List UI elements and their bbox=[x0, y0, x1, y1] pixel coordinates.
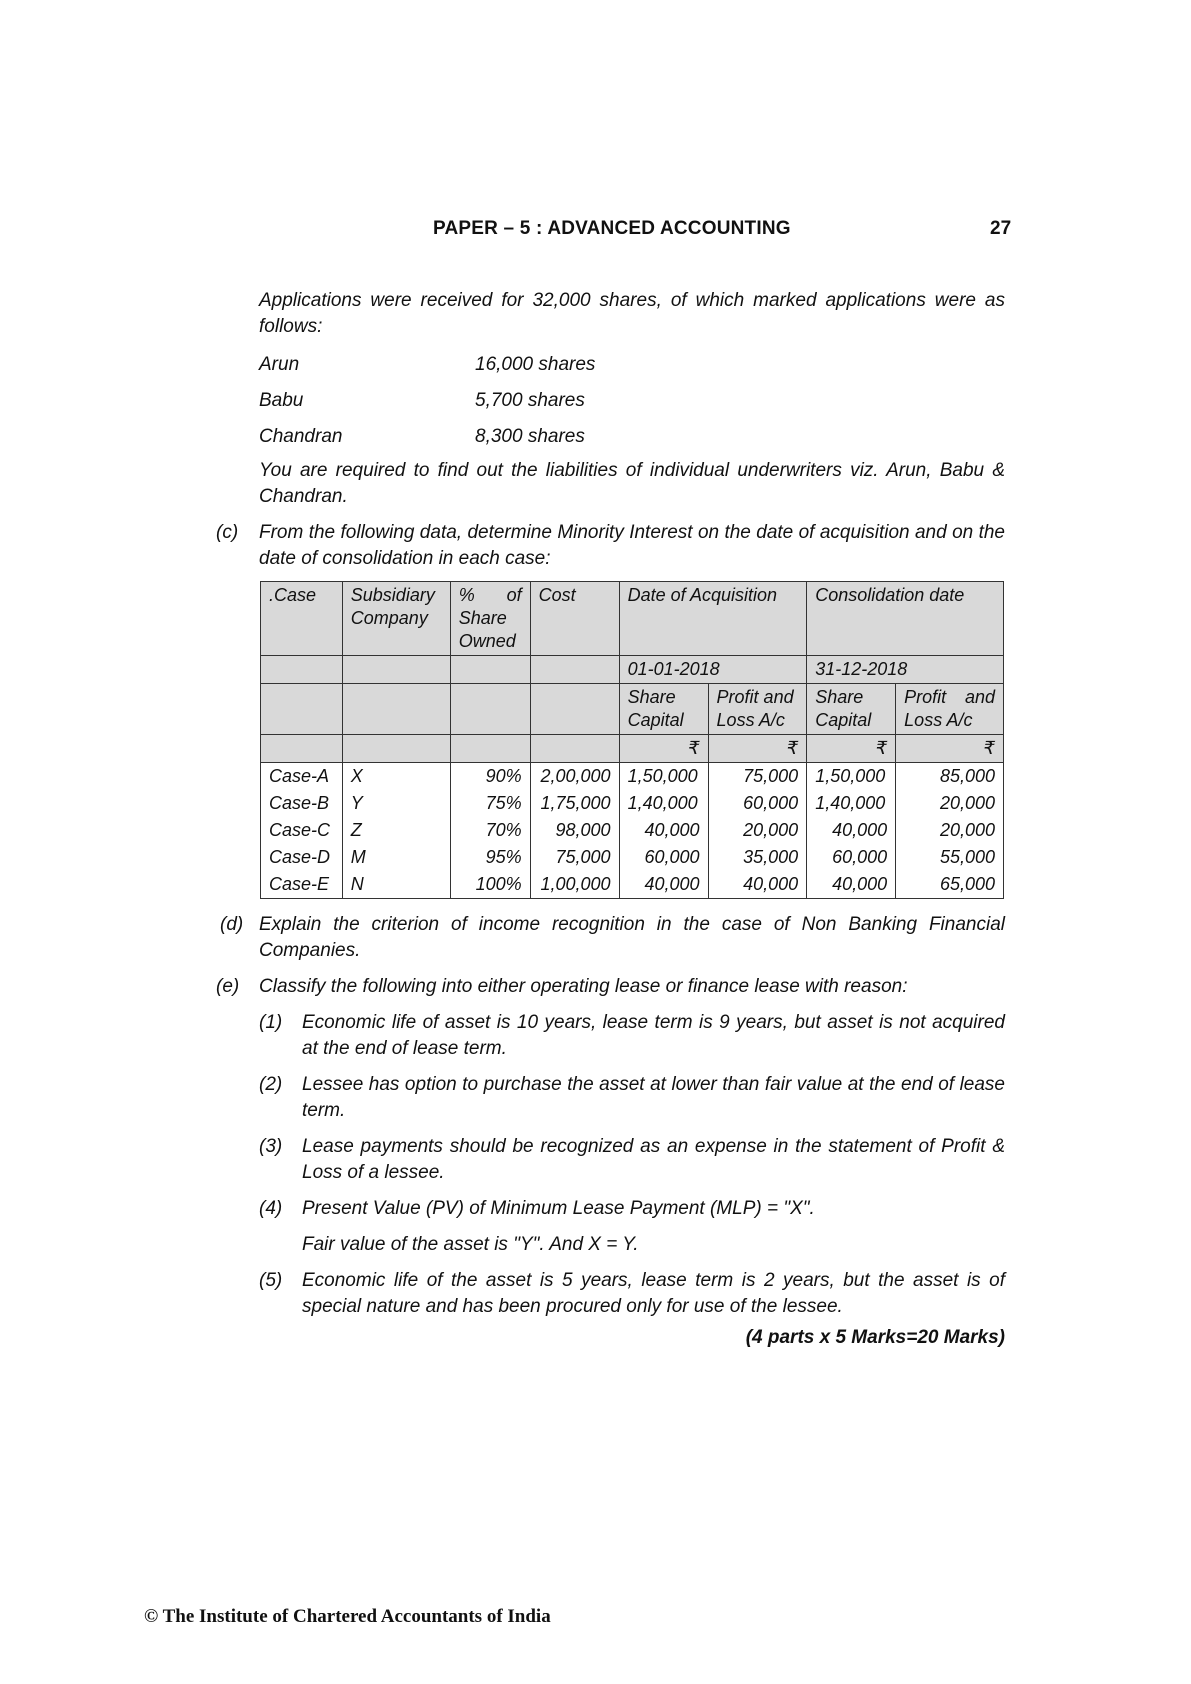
table-row bbox=[261, 844, 1004, 871]
cell-case: Case-A bbox=[261, 763, 343, 791]
cell-acq-pl: 20,000 bbox=[708, 817, 807, 844]
copyright-footer: © The Institute of Chartered Accountants of India bbox=[144, 1606, 551, 1627]
requirement-paragraph: You are required to find out the liabilities of individual underwriters viz. Arun, Babu & Chandran. bbox=[259, 460, 1005, 507]
cell-cons-share-capital: 1,40,000 bbox=[807, 790, 896, 817]
cell-pct: 100% bbox=[450, 871, 530, 899]
lease-item-text: Economic life of asset is 10 years, lease term is 9 years, but asset is not acquired at the end of lease term. bbox=[302, 1012, 1005, 1059]
underwriter-name: Chandran bbox=[259, 426, 343, 447]
cell-case: Case-E bbox=[261, 871, 343, 899]
cell-case: Case-C bbox=[261, 817, 343, 844]
cell-pct: 70% bbox=[450, 817, 530, 844]
lease-item-number: (2) bbox=[259, 1074, 283, 1095]
lease-item-text: Present Value (PV) of Minimum Lease Payment (MLP) = "X". bbox=[302, 1198, 815, 1219]
cell-company: Y bbox=[342, 790, 450, 817]
part-e-text: Classify the following into either operating lease or finance lease with reason: bbox=[259, 976, 908, 997]
part-e-label: (e) bbox=[216, 976, 240, 997]
lease-item-text: Lease payments should be recognized as an expense in the statement of Profit & Loss of a lessee. bbox=[302, 1136, 1005, 1183]
cell-company: M bbox=[342, 844, 450, 871]
table-header-row bbox=[261, 582, 1004, 656]
page-number: 27 bbox=[990, 218, 1012, 239]
table-row bbox=[261, 790, 1004, 817]
cell-acq-share-capital: 1,50,000 bbox=[619, 763, 708, 791]
cell-cons-pl: 20,000 bbox=[896, 790, 1004, 817]
header-pct: % of Share Owned bbox=[450, 582, 530, 656]
header-consolidation: Consolidation date bbox=[807, 582, 1004, 656]
cell-cons-pl: 55,000 bbox=[896, 844, 1004, 871]
cell-cons-share-capital: 40,000 bbox=[807, 871, 896, 899]
currency-symbol: ₹ bbox=[896, 735, 1004, 763]
header-acq-share-capital: Share Capital bbox=[619, 684, 708, 735]
header-cons-share-capital: Share Capital bbox=[807, 684, 896, 735]
header-case: .Case bbox=[261, 582, 343, 656]
cell-acq-pl: 40,000 bbox=[708, 871, 807, 899]
part-d-text: Explain the criterion of income recognition in the case of Non Banking Financial Companies. bbox=[259, 914, 1005, 961]
currency-symbol: ₹ bbox=[708, 735, 807, 763]
currency-symbol: ₹ bbox=[807, 735, 896, 763]
lease-item-text: Lessee has option to purchase the asset at lower than fair value at the end of lease term. bbox=[302, 1074, 1005, 1121]
cell-acq-pl: 75,000 bbox=[708, 763, 807, 791]
cell-acq-share-capital: 60,000 bbox=[619, 844, 708, 871]
cell-cost: 75,000 bbox=[530, 844, 619, 871]
cell-acq-pl: 35,000 bbox=[708, 844, 807, 871]
cell-cons-pl: 85,000 bbox=[896, 763, 1004, 791]
cell-cost: 1,75,000 bbox=[530, 790, 619, 817]
cell-cost: 98,000 bbox=[530, 817, 619, 844]
lease-item-number: (1) bbox=[259, 1012, 283, 1033]
marks-allocation: (4 parts x 5 Marks=20 Marks) bbox=[745, 1327, 1005, 1348]
cell-cons-pl: 65,000 bbox=[896, 871, 1004, 899]
cell-cons-pl: 20,000 bbox=[896, 817, 1004, 844]
cell-cons-share-capital: 40,000 bbox=[807, 817, 896, 844]
header-acquisition: Date of Acquisition bbox=[619, 582, 807, 656]
table-date-row bbox=[261, 656, 1004, 684]
lease-item-text-continued: Fair value of the asset is "Y". And X = Y. bbox=[302, 1234, 639, 1255]
consolidation-date: 31-12-2018 bbox=[807, 656, 1004, 684]
cell-acq-share-capital: 1,40,000 bbox=[619, 790, 708, 817]
cell-pct: 95% bbox=[450, 844, 530, 871]
table-row bbox=[261, 817, 1004, 844]
underwriter-name: Babu bbox=[259, 390, 304, 411]
header-cost: Cost bbox=[530, 582, 619, 656]
currency-symbol: ₹ bbox=[619, 735, 708, 763]
minority-interest-table bbox=[260, 581, 1004, 899]
cell-acq-share-capital: 40,000 bbox=[619, 817, 708, 844]
table-currency-row bbox=[261, 735, 1004, 763]
cell-pct: 75% bbox=[450, 790, 530, 817]
part-c-text: From the following data, determine Minority Interest on the date of acquisition and on the date of consolidation in each case: bbox=[259, 522, 1005, 569]
cell-acq-share-capital: 40,000 bbox=[619, 871, 708, 899]
cell-company: Z bbox=[342, 817, 450, 844]
underwriter-name: Arun bbox=[259, 354, 300, 375]
lease-item-number: (5) bbox=[259, 1270, 283, 1291]
underwriter-shares: 16,000 shares bbox=[475, 354, 596, 375]
cell-cost: 2,00,000 bbox=[530, 763, 619, 791]
underwriter-shares: 8,300 shares bbox=[475, 426, 585, 447]
cell-cons-share-capital: 1,50,000 bbox=[807, 763, 896, 791]
table-row bbox=[261, 763, 1004, 791]
table-subheader-row bbox=[261, 684, 1004, 735]
header-cons-pl: Profit and Loss A/c bbox=[896, 684, 1004, 735]
part-c-label: (c) bbox=[216, 522, 239, 543]
header-acq-pl: Profit and Loss A/c bbox=[708, 684, 807, 735]
lease-item-number: (3) bbox=[259, 1136, 283, 1157]
cell-case: Case-B bbox=[261, 790, 343, 817]
paper-title: PAPER – 5 : ADVANCED ACCOUNTING bbox=[433, 218, 791, 239]
cell-cons-share-capital: 60,000 bbox=[807, 844, 896, 871]
cell-cost: 1,00,000 bbox=[530, 871, 619, 899]
intro-paragraph: Applications were received for 32,000 shares, of which marked applications were as follows: bbox=[259, 290, 1005, 337]
cell-company: N bbox=[342, 871, 450, 899]
cell-company: X bbox=[342, 763, 450, 791]
table-row bbox=[261, 871, 1004, 899]
header-subsidiary: Subsidiary Company bbox=[342, 582, 450, 656]
cell-case: Case-D bbox=[261, 844, 343, 871]
part-d-label: (d) bbox=[220, 914, 244, 935]
cell-acq-pl: 60,000 bbox=[708, 790, 807, 817]
acquisition-date: 01-01-2018 bbox=[619, 656, 807, 684]
underwriter-shares: 5,700 shares bbox=[475, 390, 585, 411]
lease-item-number: (4) bbox=[259, 1198, 283, 1219]
cell-pct: 90% bbox=[450, 763, 530, 791]
lease-item-text: Economic life of the asset is 5 years, lease term is 2 years, but the asset is of special nature and has been procured only for use of the lessee. bbox=[302, 1270, 1005, 1317]
